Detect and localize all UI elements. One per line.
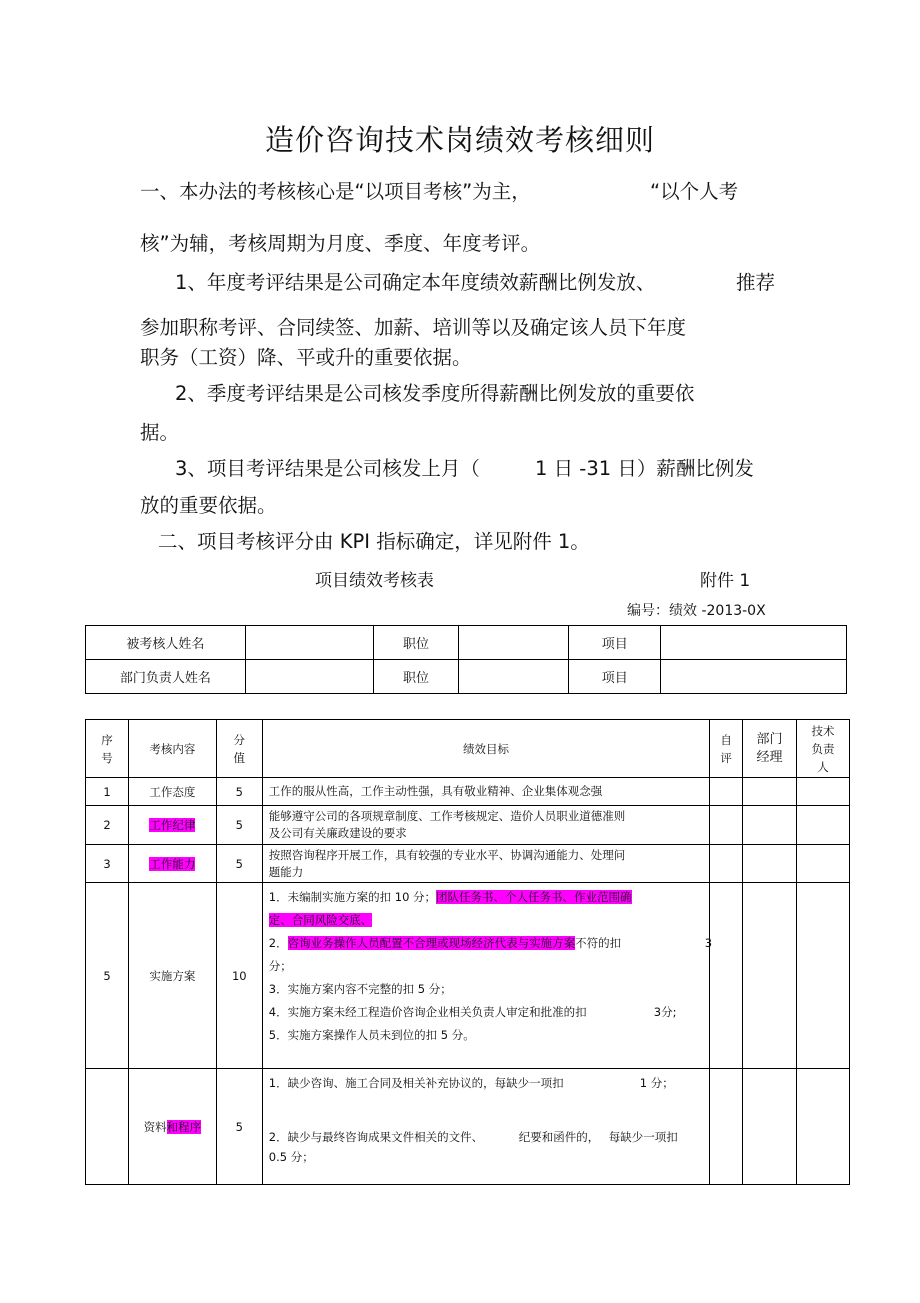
header-tech-lead bbox=[797, 720, 850, 778]
manager-project-label: 项目 bbox=[569, 660, 661, 694]
dept-score-cell[interactable] bbox=[743, 1069, 797, 1185]
paragraph-4-line-2: 放的重要依据。 bbox=[140, 494, 277, 517]
goal-line-4 bbox=[269, 1001, 709, 1024]
row-number: 5 bbox=[86, 883, 129, 1069]
row-score: 5 bbox=[216, 778, 262, 806]
table-row bbox=[86, 806, 850, 845]
reviewee-name-value[interactable] bbox=[245, 626, 373, 660]
goal-line-3: 3．实施方案内容不完整的扣 5 分； bbox=[268, 982, 452, 996]
header-dept-1: 部门 bbox=[756, 731, 783, 747]
self-score-cell[interactable] bbox=[710, 845, 743, 883]
paragraph-3-line-1: 2、季度考评结果是公司核发季度所得薪酬比例发放的重要依 bbox=[175, 382, 695, 405]
goal-text: 4．实施方案未经工程造价咨询企业相关负责人审定和批准的扣 bbox=[268, 1005, 587, 1019]
header-tech-3: 人 bbox=[817, 759, 829, 774]
header-number-2: 号 bbox=[101, 750, 113, 765]
kpi-table bbox=[85, 719, 850, 1185]
tech-score-cell[interactable] bbox=[797, 1069, 850, 1185]
table-caption: 项目绩效考核表 bbox=[315, 571, 434, 591]
manager-position-label: 职位 bbox=[373, 660, 459, 694]
manager-project-value[interactable] bbox=[661, 660, 847, 694]
goal-text: 1．未编制实施方案的扣 10 分； bbox=[268, 890, 437, 904]
row-goal bbox=[262, 845, 709, 883]
paragraph-2-line-2: 参加职称考评、合同续签、加薪、培训等以及确定该人员下年度 bbox=[140, 316, 687, 339]
row-content: 工作态度 bbox=[128, 778, 216, 806]
header-number bbox=[86, 720, 129, 778]
manager-position-value[interactable] bbox=[459, 660, 569, 694]
paragraph-2-line-3: 职务（工资）降、平或升的重要依据。 bbox=[140, 346, 472, 369]
row-score: 5 bbox=[216, 1069, 262, 1185]
reviewee-project-label: 项目 bbox=[569, 626, 661, 660]
kpi-header-row bbox=[86, 720, 850, 778]
row-goal bbox=[262, 883, 713, 1069]
goal-text: 纪要和函件的， bbox=[518, 1130, 600, 1144]
row-score: 10 bbox=[216, 883, 262, 1069]
self-score-cell[interactable] bbox=[710, 883, 743, 1069]
row-score: 5 bbox=[216, 845, 262, 883]
paragraph-1-line-2: 核”为辅，考核周期为月度、季度、年度考评。 bbox=[140, 232, 541, 255]
goal-text: 不符的扣 bbox=[575, 936, 622, 950]
row-number: 3 bbox=[86, 845, 129, 883]
goal-line-2 bbox=[269, 1127, 709, 1147]
paragraph-4-line-1: 3、项目考评结果是公司核发上月（ bbox=[175, 457, 480, 480]
header-number-1: 序 bbox=[101, 732, 113, 747]
info-table bbox=[85, 625, 847, 694]
goal-line-2-cont: 0.5 分； bbox=[268, 1150, 314, 1164]
header-score-2: 值 bbox=[233, 750, 246, 765]
header-dept-2: 经理 bbox=[756, 749, 783, 765]
paragraph-1-line-1: 一、本办法的考核核心是“以项目考核”为主， bbox=[140, 180, 531, 203]
row-content: 实施方案 bbox=[128, 883, 216, 1069]
row-content-cell bbox=[128, 845, 216, 883]
row-content-cell bbox=[128, 806, 216, 845]
goal-line: 按照咨询程序开展工作，具有较强的专业水平、协调沟通能力、处理问 bbox=[268, 847, 626, 862]
manager-name-value[interactable] bbox=[245, 660, 373, 694]
reviewee-project-value[interactable] bbox=[661, 626, 847, 660]
paragraph-4-line-1b: 1 日 -31 日）薪酬比例发 bbox=[535, 457, 754, 480]
self-score-cell[interactable] bbox=[710, 806, 743, 845]
row-goal bbox=[262, 806, 709, 845]
goal-text: 2．缺少与最终咨询成果文件相关的文件、 bbox=[268, 1130, 484, 1144]
goal-line-1-cont bbox=[269, 909, 709, 932]
goal-spacer bbox=[269, 1093, 709, 1127]
paragraph-3-line-2: 据。 bbox=[140, 421, 180, 444]
serial-number: 编号：绩效 -2013-0X bbox=[627, 603, 766, 619]
dept-score-cell[interactable] bbox=[743, 806, 797, 845]
row-content: 资料 bbox=[143, 1119, 167, 1134]
dept-score-cell[interactable] bbox=[743, 778, 797, 806]
paragraph-2-line-1: 1、年度考评结果是公司确定本年度绩效薪酬比例发放、 bbox=[175, 271, 656, 294]
goal-highlight: 团队任务书、个人任务书、作业范围确 bbox=[436, 890, 632, 904]
row-score: 5 bbox=[216, 806, 262, 845]
table-row bbox=[86, 845, 850, 883]
reviewee-position-value[interactable] bbox=[459, 626, 569, 660]
row-goal bbox=[262, 1069, 709, 1185]
goal-text: 1．缺少咨询、施工合同及相关补充协议的，每缺少一项扣 bbox=[268, 1076, 564, 1090]
header-dept-manager bbox=[743, 720, 797, 778]
row-content: 工作纪律 bbox=[149, 818, 196, 832]
document-title: 造价咨询技术岗绩效考核细则 bbox=[264, 123, 655, 157]
goal-highlight: 咨询业务操作人员配置不合理或现场经济代表与实施方案 bbox=[287, 936, 576, 950]
goal-line-5: 5．实施方案操作人员未到位的扣 5 分。 bbox=[268, 1028, 475, 1042]
goal-line-2 bbox=[268, 932, 713, 955]
goal-line: 题能力 bbox=[268, 864, 304, 879]
dept-score-cell[interactable] bbox=[743, 883, 797, 1069]
row-content-cell bbox=[128, 1069, 216, 1185]
reviewee-position-label: 职位 bbox=[373, 626, 459, 660]
table-row bbox=[86, 1069, 850, 1185]
header-tech-2: 负责 bbox=[811, 741, 835, 756]
header-self-1: 自 bbox=[720, 732, 732, 747]
row-goal: 工作的服从性高，工作主动性强，具有敬业精神、企业集体观念强 bbox=[262, 778, 709, 806]
row-content-highlight: 和程序 bbox=[166, 1119, 202, 1134]
self-score-cell[interactable] bbox=[710, 778, 743, 806]
header-tech-1: 技术 bbox=[811, 723, 835, 738]
header-goal: 绩效目标 bbox=[262, 720, 709, 778]
goal-text: 3 bbox=[704, 936, 713, 950]
row-content: 工作能力 bbox=[149, 856, 196, 871]
row-number bbox=[86, 1069, 129, 1185]
tech-score-cell[interactable] bbox=[797, 845, 850, 883]
table-row bbox=[86, 778, 850, 806]
header-self bbox=[710, 720, 743, 778]
goal-text: 2． bbox=[268, 936, 288, 950]
paragraph-5: 二、项目考核评分由 KPI 指标确定，详见附件 1。 bbox=[158, 530, 590, 553]
header-content: 考核内容 bbox=[128, 720, 216, 778]
table-row bbox=[86, 883, 850, 1069]
paragraph-2-line-1b: 推荐 bbox=[736, 271, 776, 294]
header-score-1: 分 bbox=[233, 732, 246, 747]
row-number: 2 bbox=[86, 806, 129, 845]
goal-text: 3分; bbox=[653, 1005, 677, 1019]
paragraph-1-line-1b: “以个人考 bbox=[650, 180, 739, 203]
tech-score-cell[interactable] bbox=[797, 778, 850, 806]
attachment-label: 附件 1 bbox=[700, 571, 751, 591]
reviewee-name-label: 被考核人姓名 bbox=[86, 626, 246, 660]
goal-line-2-cont: 分； bbox=[268, 959, 292, 973]
dept-score-cell[interactable] bbox=[743, 845, 797, 883]
manager-name-label: 部门负责人姓名 bbox=[86, 660, 246, 694]
goal-line-1 bbox=[269, 886, 709, 909]
tech-score-cell[interactable] bbox=[797, 806, 850, 845]
goal-line-1 bbox=[269, 1073, 709, 1093]
goal-line: 能够遵守公司的各项规章制度、工作考核规定、造价人员职业道德准则 bbox=[268, 809, 626, 823]
goal-text: 1 分； bbox=[639, 1076, 674, 1090]
goal-line: 及公司有关廉政建设的要求 bbox=[268, 826, 407, 840]
header-self-2: 评 bbox=[720, 750, 732, 765]
header-score bbox=[216, 720, 262, 778]
self-score-cell[interactable] bbox=[710, 1069, 743, 1185]
goal-text: 每缺少一项扣 bbox=[608, 1130, 678, 1144]
goal-highlight: 定、合同风险交底、 bbox=[268, 913, 373, 927]
tech-score-cell[interactable] bbox=[797, 883, 850, 1069]
row-number: 1 bbox=[86, 778, 129, 806]
